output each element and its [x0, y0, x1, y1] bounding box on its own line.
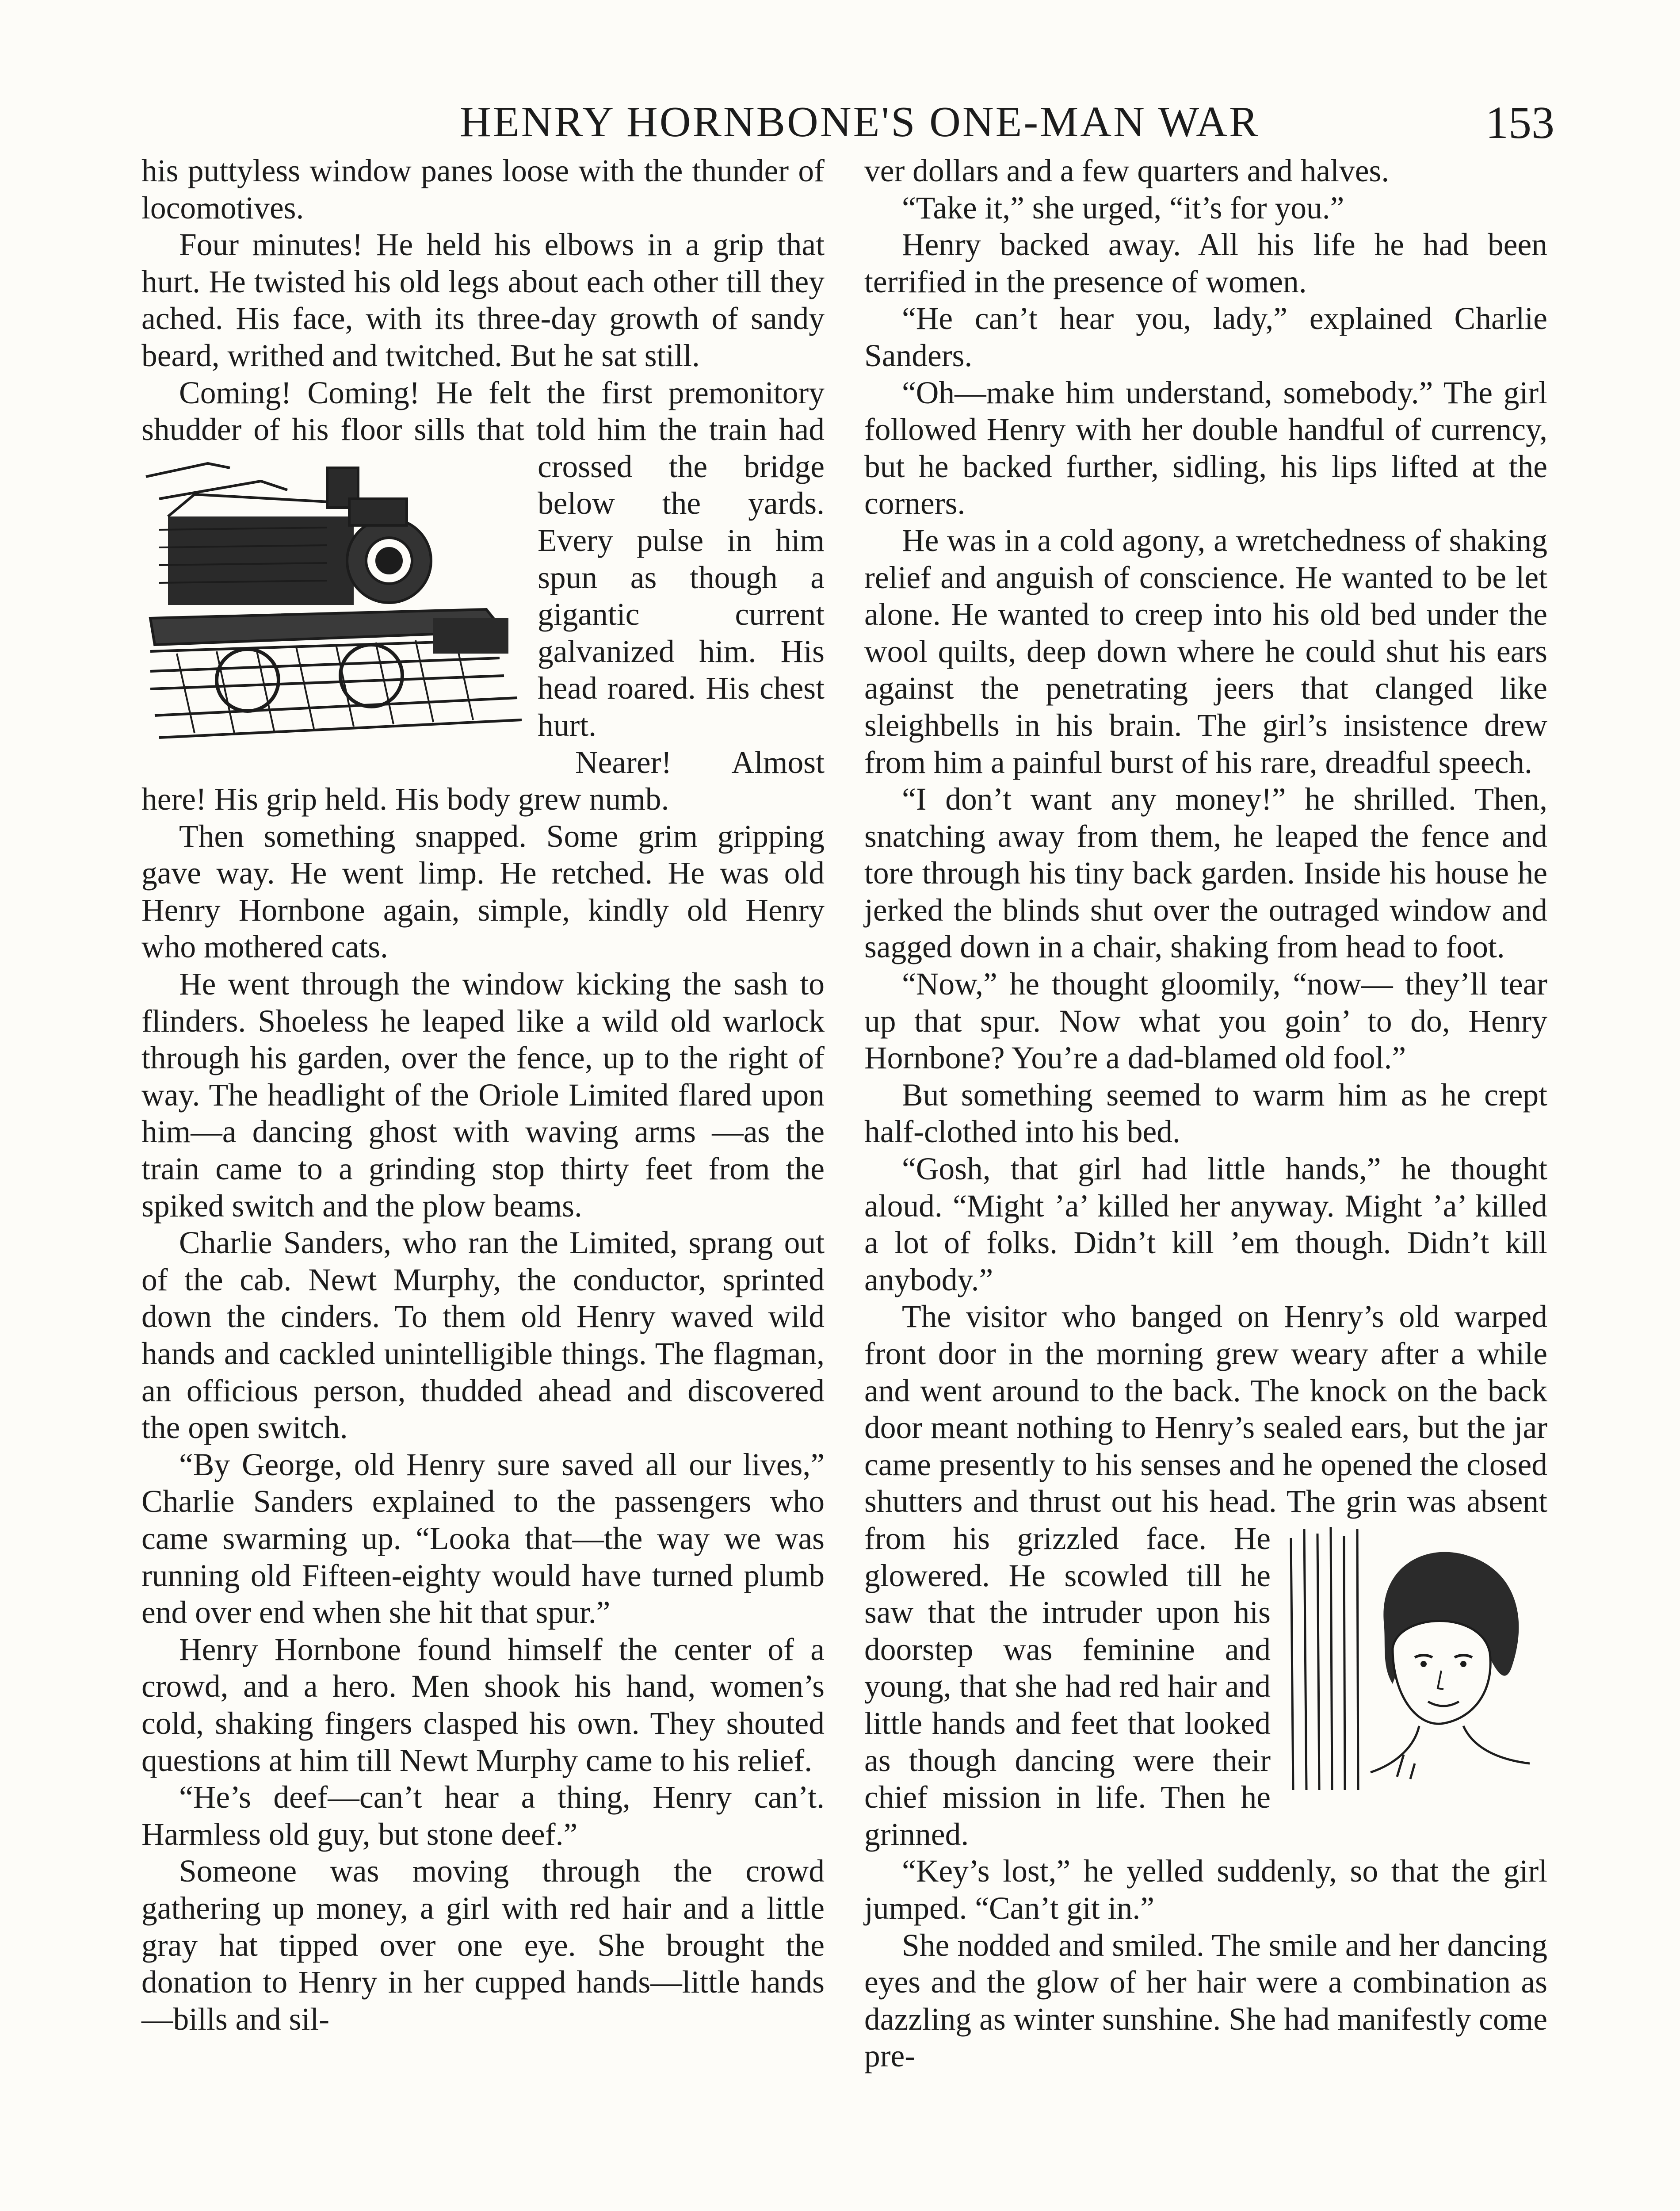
paragraph: She nodded and smiled. The smile and her dancing eyes and the glow of her hair were a combination as dazzling as winter sunshine. She had manifestly come pre-: [864, 1928, 1547, 2074]
girl-portrait-drawing: [1282, 1525, 1547, 1794]
paragraph: “Take it,” she urged, “it’s for you.”: [902, 190, 1344, 226]
paragraph: his puttyless window panes loose with the thunder of locomotives.: [141, 153, 825, 226]
paragraph: Four minutes! He held his elbows in a grip that hurt. He twisted his old legs about each other till they ached. His face, with its three-day growth of sandy beard, writhed and twitched. But he sat still.: [141, 227, 825, 373]
page-number: 153: [1485, 97, 1554, 148]
paragraph: “Now,” he thought gloomily, “now— they’ll tear up that spur. Now what you goin’ to do, Henry Hornbone? You’re a dad-blamed old fool.”: [864, 967, 1547, 1076]
paragraph: “Gosh, that girl had little hands,” he thought aloud. “Might ’a’ killed her anyway. Might ’a’ killed a lot of folks. Didn’t kill ’em though. Didn’t kill anybody.”: [864, 1151, 1547, 1297]
paragraph: “He can’t hear you, lady,” explained Charlie Sanders.: [864, 301, 1547, 373]
paragraph: Henry Hornbone found himself the center of a crowd, and a hero. Men shook his hand, women’s cold, shaking fingers clasped his own. They shouted questions at him till Newt Murphy came to his relief.: [141, 1632, 825, 1778]
paragraph-text-start: The visitor who banged on Henry’s old warped front door in the morning grew weary after a while and went around to the back. The knock on the back door meant nothing to Henry’s sealed ears, but the jar came presently to his senses and he opened the closed shutters and thrust out his head. The grin was absent from his grizzled face.: [864, 1299, 1547, 1556]
paragraph: ver dollars and a few quarters and halves.: [864, 153, 1390, 188]
paragraph: “Key’s lost,” he yelled suddenly, so that the girl jumped. “Can’t git in.”: [864, 1854, 1547, 1926]
running-head: [0, 88, 1680, 155]
running-title: HENRY HORNBONE'S ONE-MAN WAR: [460, 98, 1260, 146]
paragraph: “I don’t want any money!” he shrilled. Then, snatching away from them, he leaped the fence and tore through his tiny back garden. Inside his house he jerked the blinds shut over the outraged window and sagged down in a chair, shaking from head to foot.: [864, 782, 1547, 965]
paragraph: “Oh—make him understand, somebody.” The girl followed Henry with her double handful of currency, but he backed further, sidling, his lips lifted at the corners.: [864, 375, 1547, 521]
paragraph: But something seemed to warm him as he crept half-clothed into his bed.: [864, 1077, 1547, 1150]
paragraph: Someone was moving through the crowd gathering up money, a girl with red hair and a little gray hat tipped over one eye. She brought the donation to Henry in her cupped hands—little hands—bills and sil-: [141, 1854, 825, 2037]
paragraph: Then something snapped. Some grim gripping gave way. He went limp. He retched. He was old Henry Hornbone again, simple, kindly old Henry who mothered cats.: [141, 819, 825, 965]
paragraph-text-start: Coming! Coming! He felt the first premonitory shudder of his floor sills that: [141, 375, 825, 448]
paragraph: Charlie Sanders, who ran the Limited, sprang out of the cab. Newt Murphy, the conductor, sprinted down the cinders. To them old Henry waved wild hands and cackled unintelligible things. The flagman, an officious person, thudded ahead and discovered the open switch.: [141, 1225, 825, 1446]
paragraph: “He’s deef—can’t hear a thing, Henry can’t. Harmless old guy, but stone deef.”: [141, 1780, 825, 1852]
locomotive-drawing: [141, 450, 526, 751]
paragraph-with-train-figure: [141, 375, 825, 744]
paragraph-with-girl-figure: [864, 1298, 1547, 1853]
paragraph: Henry backed away. All his life he had been terrified in the presence of women.: [864, 227, 1547, 299]
paragraph: He went through the window kicking the sash to flinders. Shoeless he leaped like a wild old warlock through his garden, over the fence, up to the right of way. The headlight of the Oriole Limited flared upon him—a dancing ghost with waving arms —as the train came to a grinding stop thirty feet from the spiked switch and the plow beams.: [141, 967, 825, 1224]
locomotive-illustration: [141, 450, 526, 751]
paragraph: “By George, old Henry sure saved all our lives,” Charlie Sanders explained to the passengers who came swarming up. “Looka that—the way we was running old Fifteen-eighty would have turned plumb end over end when she hit that spur.”: [141, 1447, 825, 1630]
paragraph-text: told him the train had crossed the bridge below the yards. Every pulse in him spun as though a gigantic current galvanized him. His head roared. His chest hurt.: [524, 412, 825, 743]
left-column: [141, 153, 825, 2038]
paragraph: Nearer! Almost here! His grip held. His body grew numb.: [141, 745, 825, 817]
paragraph-text: He glowered. He scowled till he saw that the intruder upon his doorstep was feminine and young, that she had red hair and little hands and feet that looked as though dancing were their chief mission in life. Then he grinned.: [864, 1521, 1271, 1852]
girl-portrait-illustration: [1282, 1525, 1547, 1794]
right-column: [864, 153, 1547, 2075]
paragraph: He was in a cold agony, a wretchedness of shaking relief and anguish of conscience. He wanted to be let alone. He wanted to creep into his old bed under the wool quilts, deep down where he could shut his ears against the penetrating jeers that clanged like sleighbells in his brain. The girl’s insistence drew from him a painful burst of his rare, dreadful speech.: [864, 523, 1547, 780]
